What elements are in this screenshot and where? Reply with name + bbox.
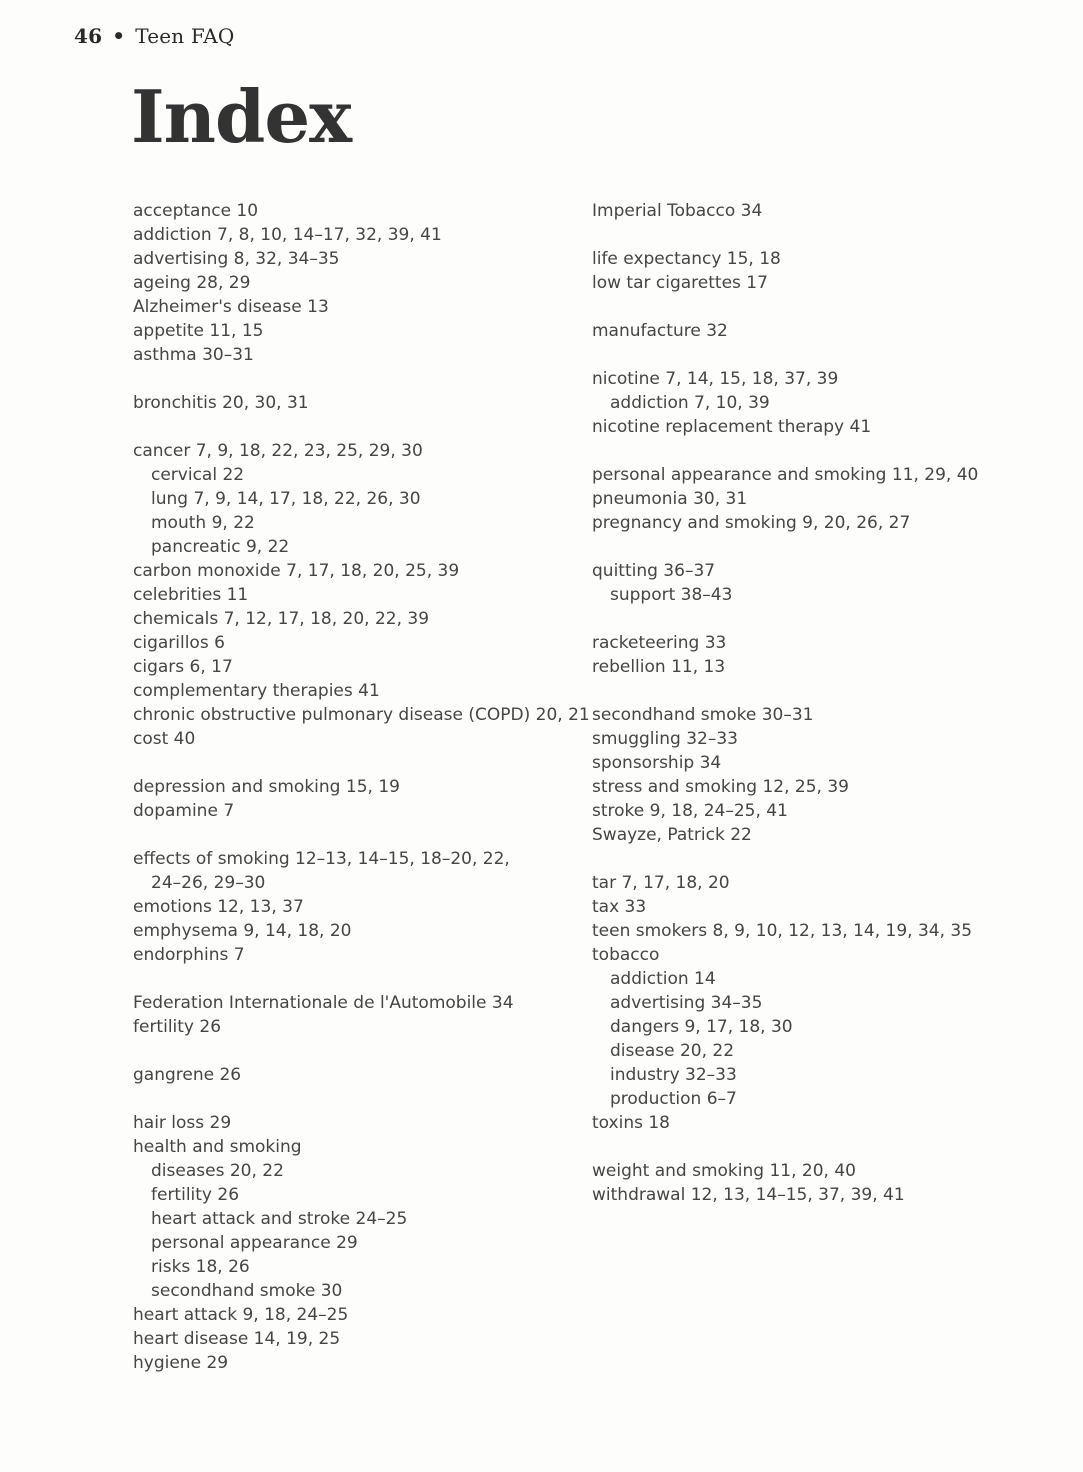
index-entry: emotions 12, 13, 37	[133, 897, 304, 917]
index-subentry: cervical 22	[151, 465, 245, 485]
index-entry: weight and smoking 11, 20, 40	[592, 1161, 856, 1181]
index-entry: health and smoking	[133, 1137, 302, 1157]
index-entry: emphysema 9, 14, 18, 20	[133, 921, 352, 941]
index-entry: appetite 11, 15	[133, 321, 264, 341]
index-entry: hair loss 29	[133, 1113, 232, 1133]
running-head	[74, 24, 235, 48]
index-entry: nicotine 7, 14, 15, 18, 37, 39	[592, 369, 839, 389]
index-subentry: dangers 9, 17, 18, 30	[610, 1017, 793, 1037]
index-entry: pneumonia 30, 31	[592, 489, 748, 509]
page-title: Index	[131, 74, 352, 159]
index-entry: life expectancy 15, 18	[592, 249, 781, 269]
index-entry: chronic obstructive pulmonary disease (COPD) 20, 21	[133, 705, 590, 725]
index-entry: Federation Internationale de l'Automobile 34	[133, 993, 514, 1013]
index-letter-group	[133, 847, 583, 967]
index-entry: effects of smoking 12–13, 14–15, 18–20, 22,	[133, 849, 510, 869]
index-entry: dopamine 7	[133, 801, 235, 821]
index-entry: complementary therapies 41	[133, 681, 380, 701]
index-entry: addiction 7, 8, 10, 14–17, 32, 39, 41	[133, 225, 442, 245]
index-subentry: addiction 14	[610, 969, 716, 989]
index-entry: tax 33	[592, 897, 647, 917]
index-subentry: advertising 34–35	[610, 993, 763, 1013]
index-entry: bronchitis 20, 30, 31	[133, 393, 309, 413]
index-entry: withdrawal 12, 13, 14–15, 37, 39, 41	[592, 1185, 905, 1205]
index-entry: toxins 18	[592, 1113, 670, 1133]
index-letter-group	[592, 631, 1012, 679]
index-entry: celebrities 11	[133, 585, 249, 605]
index-entry: sponsorship 34	[592, 753, 722, 773]
index-letter-group	[592, 559, 1012, 607]
index-entry: heart attack 9, 18, 24–25	[133, 1305, 349, 1325]
index-entry: pregnancy and smoking 9, 20, 26, 27	[592, 513, 911, 533]
index-subentry: personal appearance 29	[151, 1233, 358, 1253]
index-entry: fertility 26	[133, 1017, 222, 1037]
index-entry: depression and smoking 15, 19	[133, 777, 400, 797]
index-letter-group	[592, 367, 1012, 439]
index-entry: chemicals 7, 12, 17, 18, 20, 22, 39	[133, 609, 430, 629]
index-entry: stroke 9, 18, 24–25, 41	[592, 801, 788, 821]
index-entry: heart disease 14, 19, 25	[133, 1329, 341, 1349]
index-subentry: addiction 7, 10, 39	[610, 393, 770, 413]
index-subentry: pancreatic 9, 22	[151, 537, 290, 557]
index-subentry: industry 32–33	[610, 1065, 737, 1085]
index-subentry: heart attack and stroke 24–25	[151, 1209, 408, 1229]
index-entry: personal appearance and smoking 11, 29, 40	[592, 465, 979, 485]
index-letter-group	[133, 1111, 583, 1375]
index-letter-group	[592, 703, 1012, 847]
index-letter-group	[592, 463, 1012, 535]
index-entry: tar 7, 17, 18, 20	[592, 873, 730, 893]
index-entry: racketeering 33	[592, 633, 727, 653]
index-entry: teen smokers 8, 9, 10, 12, 13, 14, 19, 34, 35	[592, 921, 973, 941]
index-letter-group	[592, 247, 1012, 295]
index-subentry: risks 18, 26	[151, 1257, 250, 1277]
index-subentry: diseases 20, 22	[151, 1161, 284, 1181]
index-entry: nicotine replacement therapy 41	[592, 417, 872, 437]
index-entry: Imperial Tobacco 34	[592, 201, 763, 221]
index-entry: quitting 36–37	[592, 561, 716, 581]
index-subentry: fertility 26	[151, 1185, 240, 1205]
index-entry: cancer 7, 9, 18, 22, 23, 25, 29, 30	[133, 441, 423, 461]
index-entry: rebellion 11, 13	[592, 657, 726, 677]
index-entry: smuggling 32–33	[592, 729, 738, 749]
index-letter-group	[133, 1063, 583, 1087]
index-subentry: mouth 9, 22	[151, 513, 255, 533]
index-entry: cigars 6, 17	[133, 657, 233, 677]
index-column-right	[592, 199, 1012, 1231]
index-entry: tobacco	[592, 945, 660, 965]
index-subentry: production 6–7	[610, 1089, 737, 1109]
index-entry: asthma 30–31	[133, 345, 254, 365]
index-entry: ageing 28, 29	[133, 273, 251, 293]
index-entry: hygiene 29	[133, 1353, 229, 1373]
index-letter-group	[133, 991, 583, 1039]
index-entry: cigarillos 6	[133, 633, 225, 653]
index-subentry: disease 20, 22	[610, 1041, 735, 1061]
index-subentry: support 38–43	[610, 585, 733, 605]
index-letter-group	[133, 391, 583, 415]
index-entry: carbon monoxide 7, 17, 18, 20, 25, 39	[133, 561, 460, 581]
index-entry: cost 40	[133, 729, 196, 749]
index-entry: Alzheimer's disease 13	[133, 297, 329, 317]
index-entry: acceptance 10	[133, 201, 259, 221]
index-entry: gangrene 26	[133, 1065, 242, 1085]
index-entry: Swayze, Patrick 22	[592, 825, 752, 845]
index-entry: secondhand smoke 30–31	[592, 705, 814, 725]
index-letter-group	[592, 319, 1012, 343]
index-column-left	[133, 199, 590, 1399]
index-entry: low tar cigarettes 17	[592, 273, 768, 293]
index-entry: endorphins 7	[133, 945, 245, 965]
index-entry: advertising 8, 32, 34–35	[133, 249, 340, 269]
index-subentry: 24–26, 29–30	[151, 873, 266, 893]
index-letter-group	[133, 439, 590, 751]
index-letter-group	[592, 1159, 1012, 1207]
index-letter-group	[592, 871, 1012, 1135]
book-title: Teen FAQ	[135, 24, 235, 48]
index-letter-group	[133, 775, 583, 823]
page-number: 46	[74, 24, 103, 48]
index-subentry: lung 7, 9, 14, 17, 18, 22, 26, 30	[151, 489, 421, 509]
index-letter-group	[133, 199, 583, 367]
index-letter-group	[592, 199, 1012, 223]
index-entry: manufacture 32	[592, 321, 728, 341]
separator-bullet: •	[112, 24, 126, 48]
index-entry: stress and smoking 12, 25, 39	[592, 777, 849, 797]
index-subentry: secondhand smoke 30	[151, 1281, 343, 1301]
